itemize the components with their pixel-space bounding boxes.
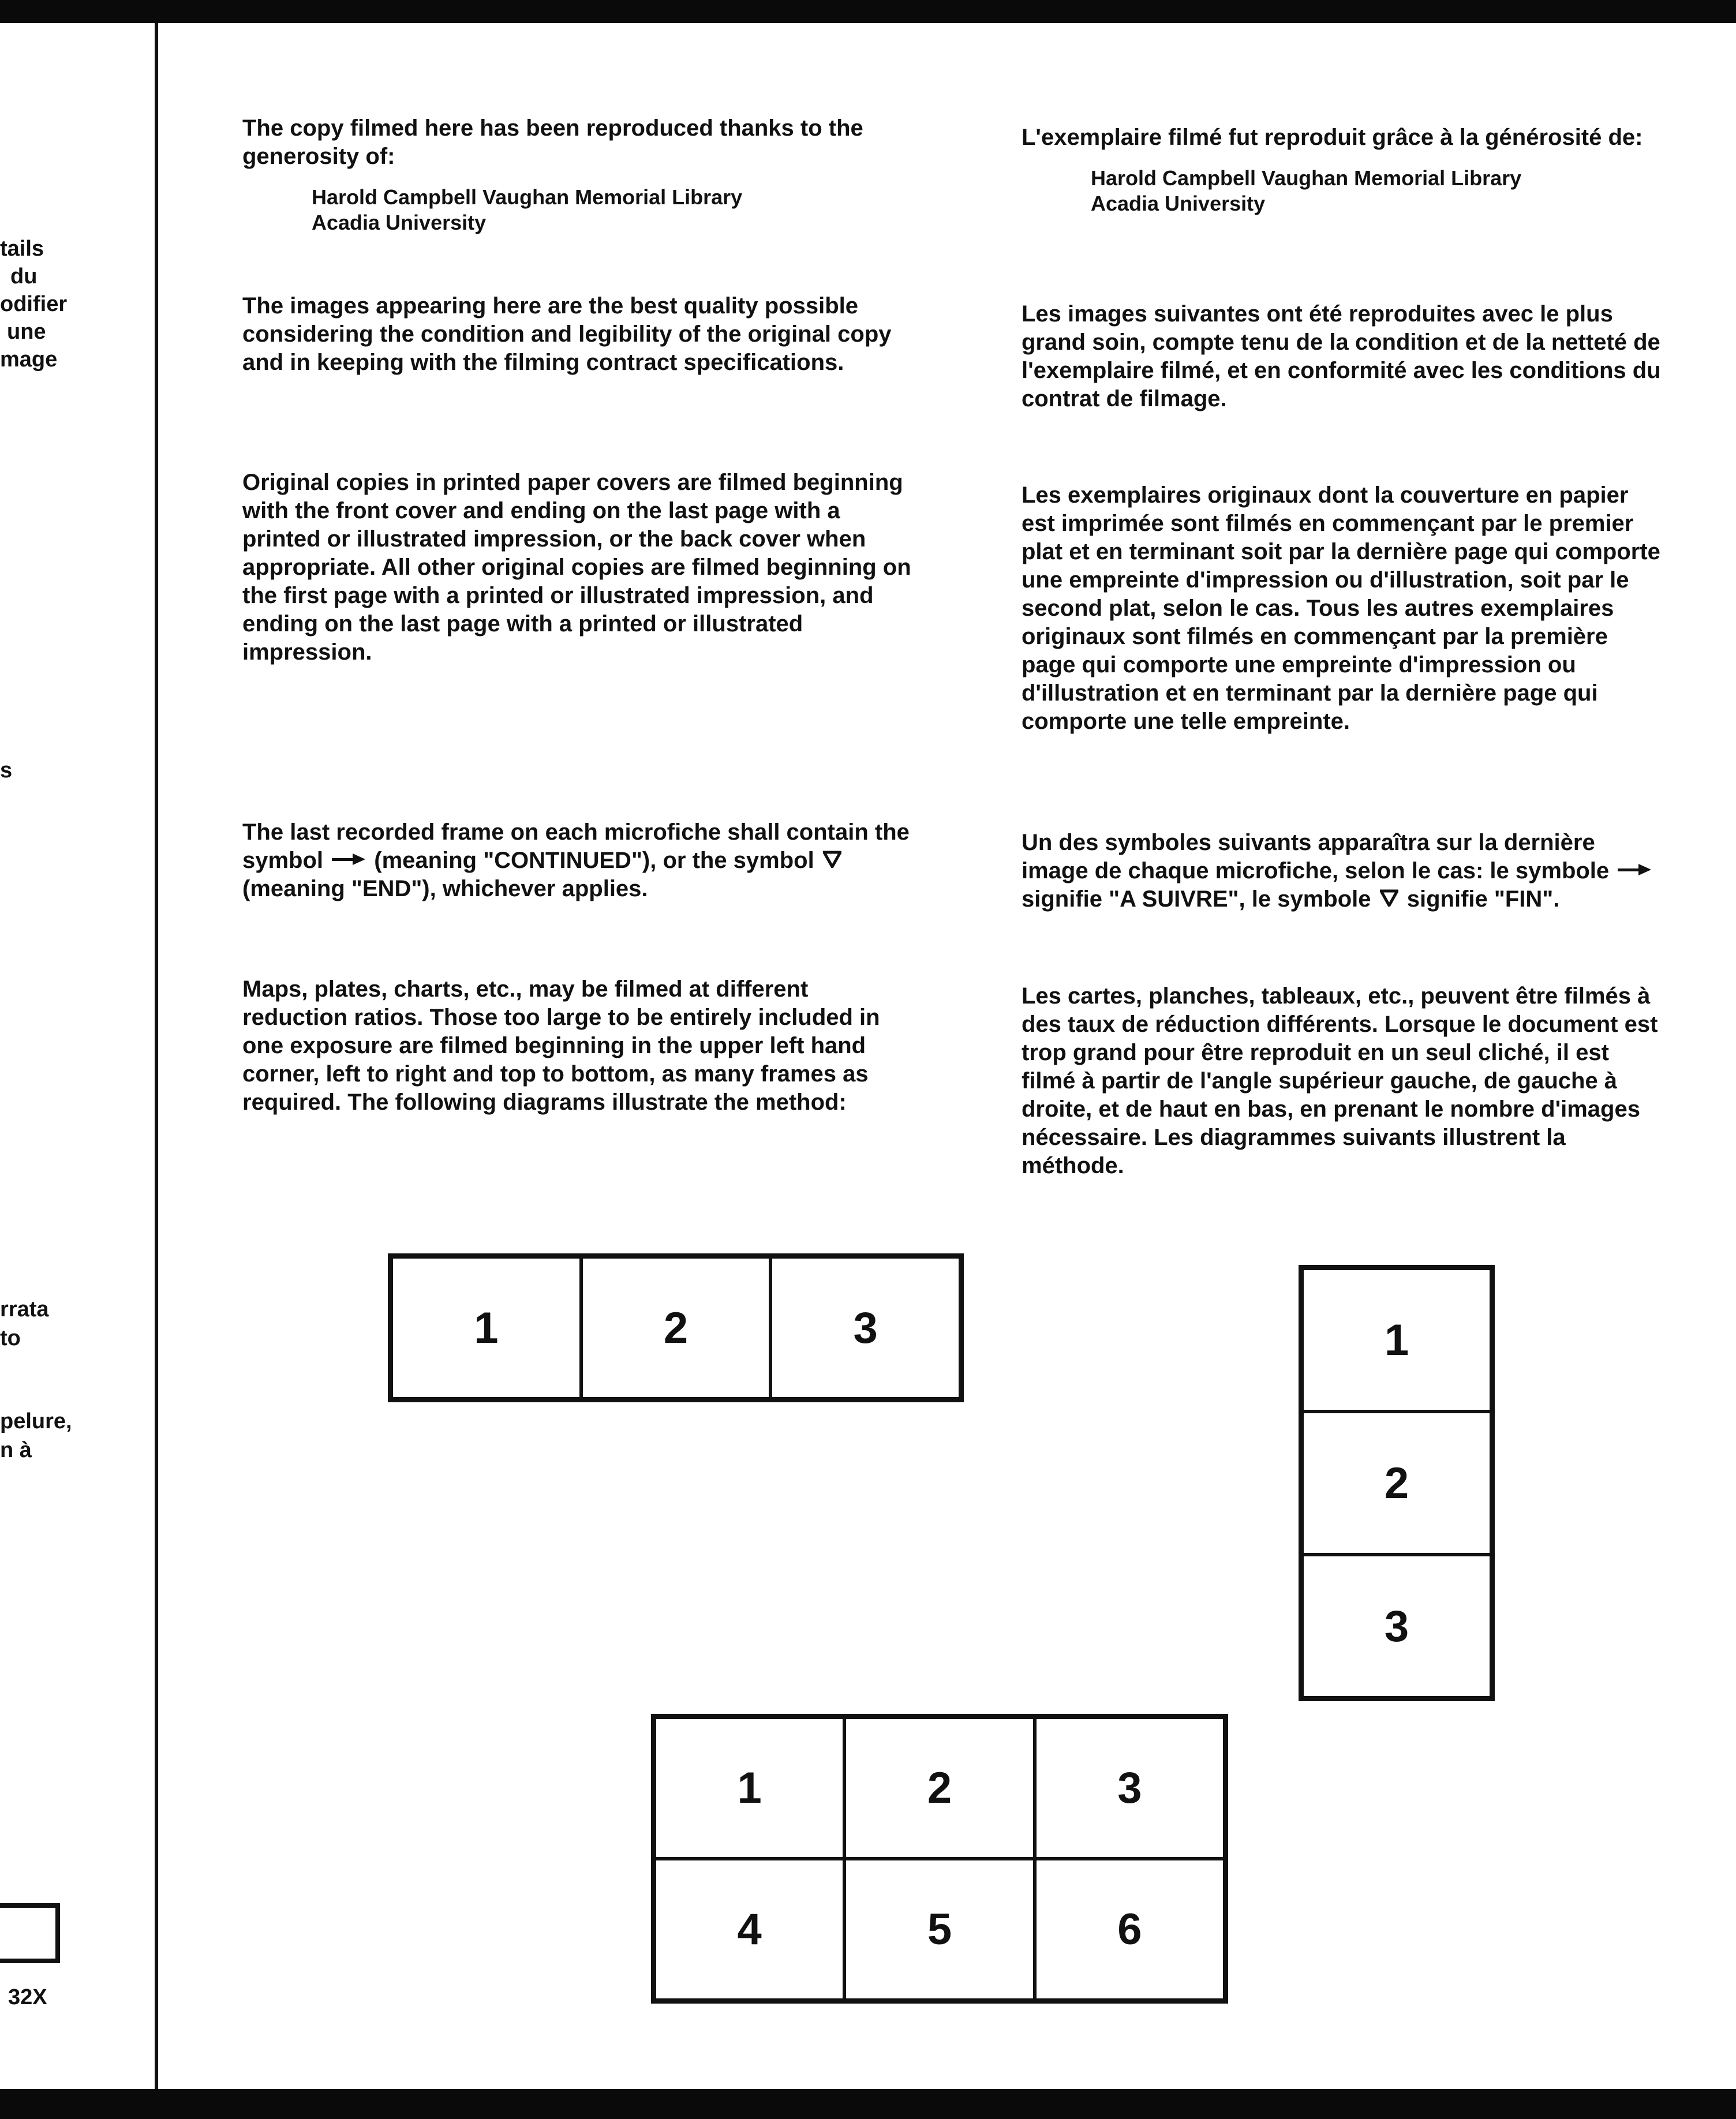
diagram-vertical-frames bbox=[1299, 1265, 1495, 1701]
frame-cell: 3 bbox=[770, 1257, 960, 1399]
margin-fragment: pelure, bbox=[0, 1409, 72, 1433]
english-maps: Maps, plates, charts, etc., may be filmed at different reduction ratios. Those too large to be entirely included in one exposure are filmed beginning in the upper left hand corner, left to right and top to bottom, as many frames as required. The following diagrams illustrate the method: bbox=[242, 976, 880, 1115]
french-thanks-block bbox=[1022, 123, 1662, 216]
margin-fragment: to bbox=[0, 1326, 21, 1350]
french-institution: Acadia University bbox=[1091, 192, 1266, 215]
end-triangle-icon bbox=[1380, 889, 1398, 907]
frame-cell: 1 bbox=[391, 1257, 581, 1399]
frame-cell: 3 bbox=[1302, 1555, 1491, 1698]
english-quality: The images appearing here are the best quality possible considering the condition and legibility of the original copy and in keeping with the filming contract specifications. bbox=[242, 293, 892, 375]
margin-fragment: odifier bbox=[0, 292, 68, 316]
page-margin-line bbox=[155, 23, 158, 2089]
french-covers: Les exemplaires originaux dont la couverture en papier est imprimée sont filmés en commençant par le premier plat et en terminant soit par la dernière page qui comporte une empreinte d'impression ou d'illustration, soit par le second plat, selon le cas. Tous les autres exemplaires originaux sont filmés en commençant par la première page qui comporte une empreinte d'impression ou d'illustration et en terminant par la dernière page qui comporte une telle empreinte. bbox=[1022, 482, 1660, 734]
french-symbol-text-1: Un des symboles suivants apparaîtra sur la dernière image de chaque microfiche, selon le cas: le symbole bbox=[1022, 830, 1610, 883]
frame-cell: 1 bbox=[654, 1717, 844, 1859]
frame-cell: 6 bbox=[1035, 1859, 1225, 2000]
english-thanks-block bbox=[242, 114, 912, 235]
frame-cell: 4 bbox=[654, 1859, 844, 2000]
diagram-grid-frames bbox=[651, 1714, 1228, 2004]
frame-cell: 3 bbox=[1035, 1717, 1225, 1859]
french-symbol-paragraph bbox=[1022, 829, 1662, 914]
margin-fragment: du bbox=[10, 264, 38, 289]
frame-cell: 2 bbox=[844, 1717, 1034, 1859]
margin-fragment: une bbox=[7, 320, 46, 344]
frame-cell: 2 bbox=[1302, 1412, 1491, 1555]
continued-arrow-icon bbox=[1618, 864, 1651, 875]
margin-fragment: s bbox=[0, 758, 13, 783]
french-maps: Les cartes, planches, tableaux, etc., peuvent être filmés à des taux de réduction différents. Lorsque le document est trop grand pour être reproduit en un seul cliché, il est filmé à partir de l'angle supérieur gauche, de gauche à droite, et de haut en bas, en prenant le nombre d'images nécessaire. Les diagrammes suivants illustrent la méthode. bbox=[1022, 983, 1658, 1178]
english-institution: Acadia University bbox=[312, 211, 487, 234]
margin-fragment: mage bbox=[0, 347, 58, 372]
frame-cell: 2 bbox=[581, 1257, 771, 1399]
bottom-border bbox=[0, 2089, 1736, 2119]
english-symbol-text-3: (meaning "END"), whichever applies. bbox=[242, 876, 648, 901]
french-thanks: L'exemplaire filmé fut reproduit grâce à la générosité de: bbox=[1022, 125, 1643, 150]
diagram-horizontal-frames bbox=[388, 1253, 964, 1402]
english-symbol-paragraph bbox=[242, 818, 912, 903]
english-library-name: Harold Campbell Vaughan Memorial Library bbox=[312, 185, 743, 209]
french-symbol-text-3: signifie "FIN". bbox=[1406, 886, 1560, 912]
english-symbol-text-2: (meaning "CONTINUED"), or the symbol bbox=[374, 848, 814, 873]
reduction-ratio-label: 32X bbox=[8, 1985, 47, 2009]
french-quality: Les images suivantes ont été reproduites avec le plus grand soin, compte tenu de la condition et de la netteté de l'exemplaire filmé, et en conformité avec les conditions du contrat de filmage. bbox=[1022, 301, 1661, 411]
french-library-name: Harold Campbell Vaughan Memorial Library bbox=[1091, 166, 1522, 190]
french-symbol-text-2: signifie "A SUIVRE", le symbole bbox=[1022, 886, 1371, 912]
reduction-target-box bbox=[0, 1903, 60, 1963]
margin-fragment: n à bbox=[0, 1438, 32, 1462]
frame-cell: 5 bbox=[844, 1859, 1034, 2000]
frame-cell: 1 bbox=[1302, 1268, 1491, 1412]
english-symbol-text-1: The last recorded frame on each microfiche shall contain the symbol bbox=[242, 819, 910, 873]
margin-fragment: rrata bbox=[0, 1297, 49, 1321]
english-thanks: The copy filmed here has been reproduced thanks to the generosity of: bbox=[242, 115, 863, 169]
margin-fragment: tails bbox=[0, 237, 44, 261]
top-border bbox=[0, 0, 1736, 23]
continued-arrow-icon bbox=[332, 853, 365, 865]
end-triangle-icon bbox=[823, 851, 841, 868]
english-covers: Original copies in printed paper covers are filmed beginning with the front cover and ending on the last page with a printed or illustrated impression, or the back cover when appropriate. All other original copies are filmed beginning on the first page with a printed or illustrated impression, and ending on the last page with a printed or illustrated impression. bbox=[242, 470, 911, 665]
